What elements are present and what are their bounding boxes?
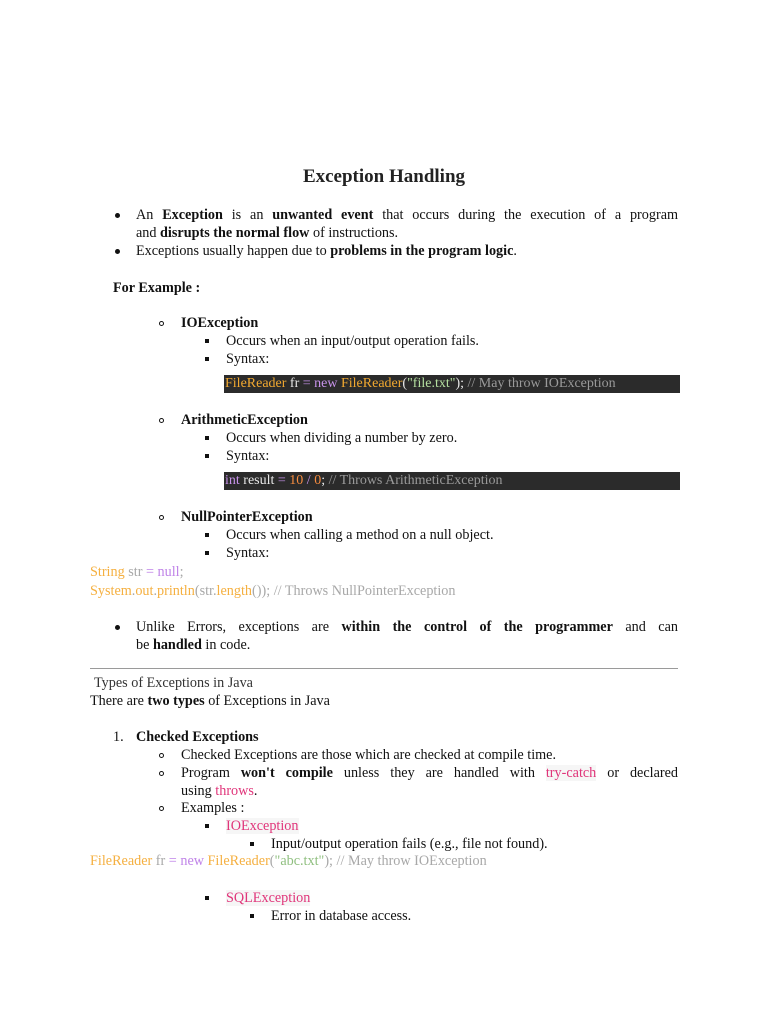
bullet-disc (115, 249, 120, 254)
code-block (224, 472, 680, 490)
code-comment: // May throw IOException (464, 376, 616, 391)
list-number: 1. (113, 729, 124, 745)
inline-code: IOException (226, 818, 299, 834)
bullet-square (205, 551, 209, 555)
text: There are (90, 693, 144, 709)
examples-label: Examples : (181, 800, 245, 816)
inline-code: try-catch (545, 765, 597, 781)
example-name (226, 889, 310, 907)
text: in code. (205, 637, 251, 653)
code-token: fr (152, 853, 169, 869)
code-token: new (176, 853, 208, 869)
example-desc: Occurs when dividing a number by zero. (226, 430, 458, 446)
text: . (253, 783, 258, 799)
code-token: "abc.txt" (274, 853, 325, 869)
checked-item: Checked Exceptions are those which are checked at compile time. (181, 747, 557, 763)
bullet-square (250, 914, 254, 918)
code-token: . (131, 583, 136, 599)
bullet-square (205, 339, 209, 343)
code-token: . (153, 583, 158, 599)
code-token: ; (321, 473, 326, 488)
code-line (90, 582, 455, 600)
divider (90, 668, 678, 669)
bullet-circle (159, 321, 164, 326)
text: and can (625, 619, 678, 635)
bullet-disc (115, 213, 120, 218)
bullet-circle (159, 753, 164, 758)
text: and (136, 225, 157, 241)
text: Exceptions usually happen due to (136, 243, 327, 259)
example-desc: Input/output operation fails (e.g., file not found). (271, 836, 548, 852)
bullet-square (205, 357, 209, 361)
text-bold: Exception (162, 207, 223, 223)
code-token: FileReader (225, 376, 287, 391)
code-token: int (225, 473, 240, 488)
syntax-label: Syntax: (226, 351, 270, 367)
text: be (136, 637, 150, 653)
code-token: FileReader (340, 376, 403, 391)
text-bold: won't compile (240, 765, 333, 781)
syntax-label: Syntax: (226, 448, 270, 464)
code-token: FileReader (207, 853, 270, 869)
code-token: ( (269, 853, 275, 869)
bullet-square (250, 842, 254, 846)
code-token: System (90, 583, 132, 599)
code-token: FileReader (90, 853, 153, 869)
text-bold: unwanted event (272, 207, 374, 223)
text-bold: handled (152, 637, 202, 653)
bullet-square (205, 533, 209, 537)
example-name (226, 817, 299, 835)
code-token: length (216, 583, 253, 599)
text: that occurs during the execution of a program (382, 207, 679, 223)
text-bold: within the control of the programmer (341, 619, 613, 635)
bullet-circle (159, 515, 164, 520)
text-bold: disrupts the normal flow (160, 225, 310, 241)
text: is an (231, 207, 264, 223)
text: unless they are handled with (343, 765, 535, 781)
code-block (224, 375, 680, 393)
bullet-square (205, 896, 209, 900)
code-token: = (277, 473, 286, 488)
text: or declared (607, 765, 679, 781)
code-comment: // Throws NullPointerException (270, 583, 456, 599)
intro-bullet-2 (136, 242, 517, 260)
inline-code: throws (215, 783, 254, 799)
text-bold: problems in the program logic (330, 243, 514, 259)
bullet-circle (159, 418, 164, 423)
text: of Exceptions in Java (208, 693, 330, 709)
text: of instructions. (312, 225, 399, 241)
example-desc: Occurs when an input/output operation fails. (226, 333, 479, 349)
types-line (90, 692, 330, 710)
code-comment: // May throw IOException (333, 853, 487, 869)
example-title: IOException (181, 315, 259, 331)
code-token: ; (179, 564, 184, 580)
code-token: ()); (252, 583, 271, 599)
syntax-label: Syntax: (226, 545, 270, 561)
bullet-square (205, 454, 209, 458)
code-token: 10 (285, 473, 307, 488)
code-token: (str. (194, 583, 217, 599)
section-heading: Types of Exceptions in Java (94, 675, 253, 691)
text-bold: two types (147, 693, 205, 709)
unlike-bullet (136, 618, 678, 654)
example-desc: Occurs when calling a method on a null object. (226, 527, 494, 543)
code-line (90, 852, 487, 870)
code-token: fr (286, 376, 303, 391)
code-token: result (239, 473, 278, 488)
bullet-circle (159, 771, 164, 776)
code-token: str (124, 564, 146, 580)
example-title: NullPointerException (181, 509, 313, 525)
page-title: Exception Handling (302, 166, 466, 187)
text: Program (181, 765, 230, 781)
code-token: = (302, 376, 311, 391)
bullet-disc (115, 625, 120, 630)
checked-title: Checked Exceptions (136, 729, 259, 745)
code-token: null (153, 564, 180, 580)
code-token: / (306, 473, 311, 488)
code-token: String (90, 564, 125, 580)
text: An (136, 207, 154, 223)
for-example-heading: For Example : (113, 280, 201, 296)
text: Unlike Errors, exceptions are (136, 619, 329, 635)
intro-bullet-1 (136, 206, 678, 242)
bullet-square (205, 436, 209, 440)
example-title: ArithmeticException (181, 412, 308, 428)
code-token: ); (324, 853, 333, 869)
example-desc: Error in database access. (271, 908, 412, 924)
code-token: ( (402, 376, 408, 391)
code-line (90, 563, 184, 581)
code-token: = (168, 853, 177, 869)
bullet-circle (159, 806, 164, 811)
text: using (181, 783, 212, 799)
code-comment: // Throws ArithmeticException (325, 473, 503, 488)
code-token: "file.txt" (407, 376, 456, 391)
inline-code: SQLException (226, 890, 311, 906)
code-token: ); (455, 376, 465, 391)
code-token: new (310, 376, 341, 391)
bullet-square (205, 824, 209, 828)
checked-item (181, 764, 678, 800)
text: . (513, 243, 517, 259)
code-token: 0 (310, 473, 322, 488)
code-token: out (135, 583, 154, 599)
code-token: println (157, 583, 195, 599)
code-token: = (145, 564, 154, 580)
